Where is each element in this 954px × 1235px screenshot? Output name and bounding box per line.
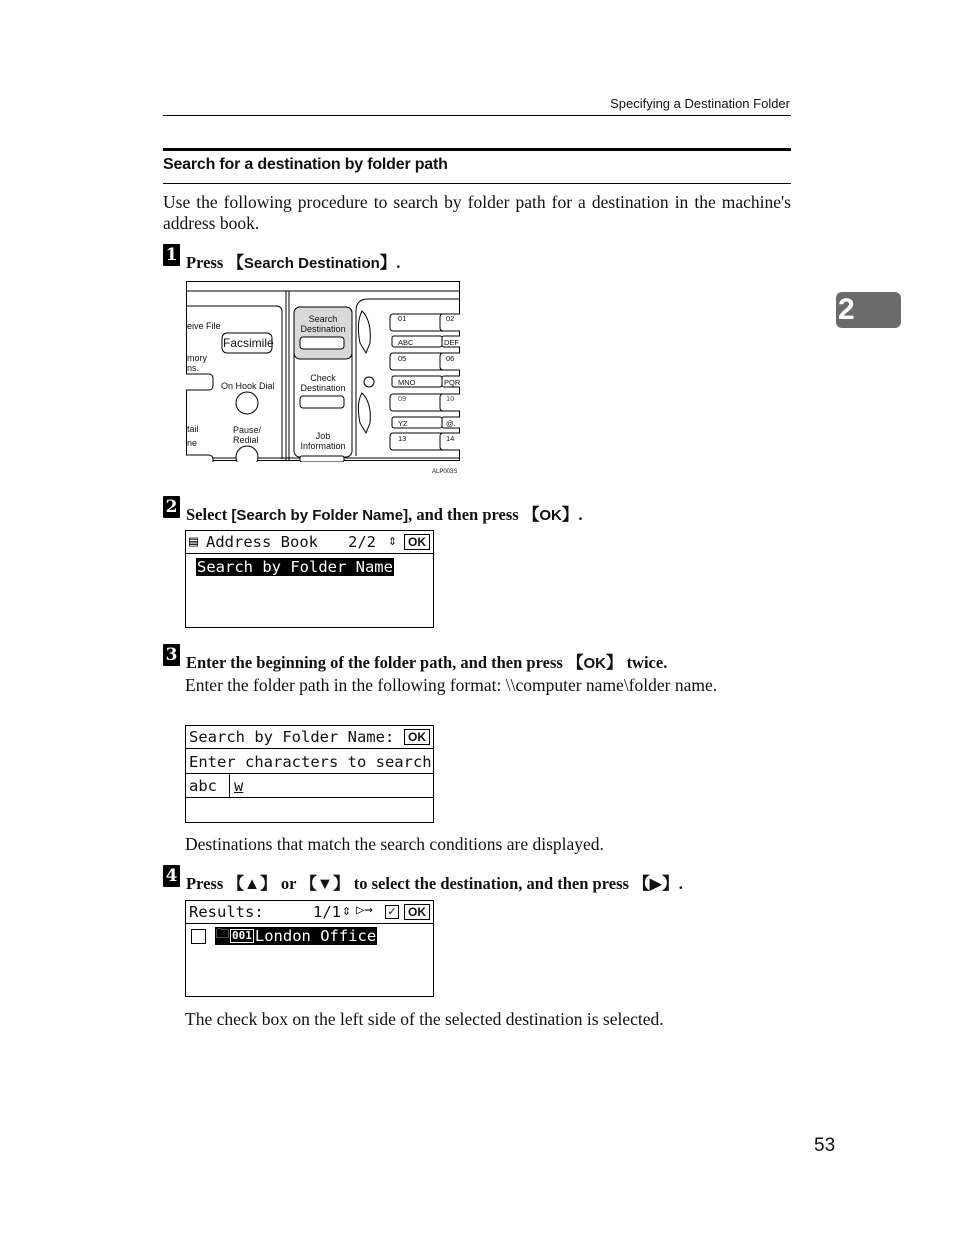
- on-hook-dial-key-shape: [236, 392, 258, 414]
- step-4-result-text: The check box on the left side of the selected destination is selected.: [185, 1009, 664, 1029]
- lcd-page-indicator: 2/2: [348, 533, 376, 551]
- destination-name: London Office: [254, 927, 377, 945]
- lcd-search-by-folder-name: [185, 725, 434, 823]
- onetouch-key-10: 10: [446, 394, 455, 403]
- bracket-open: 【: [227, 253, 244, 272]
- bracket-close: 】: [379, 253, 397, 272]
- step-3-text: Enter the beginning of the folder path, and then press: [186, 653, 567, 672]
- onetouch-key-abc: ABC: [398, 338, 414, 347]
- lcd-ok-button[interactable]: OK: [404, 904, 430, 920]
- onetouch-key-05: 05: [398, 354, 407, 363]
- section-rule-bottom: [163, 183, 791, 184]
- search-destination-label-1: Search: [308, 314, 338, 324]
- step-2-instruction: [186, 501, 582, 525]
- onetouch-key-mno: MNO: [398, 378, 416, 387]
- search-destination-key-shape: [300, 337, 344, 349]
- control-panel-illustration: [186, 281, 460, 462]
- onetouch-key-02: 02: [446, 314, 455, 323]
- step-1-instruction: [186, 249, 400, 273]
- step-2-period: .: [578, 505, 583, 524]
- step-1-period: .: [396, 253, 401, 272]
- onetouch-key-09: 09: [398, 394, 407, 403]
- key-up: 【▲】: [227, 874, 277, 893]
- on-hook-dial-label: On Hook Dial: [221, 381, 275, 391]
- job-information-label-2: Information: [300, 441, 346, 451]
- step-3-instruction: [186, 649, 667, 673]
- check-destination-label-1: Check: [310, 373, 336, 383]
- lcd-title: Search by Folder Name:: [189, 728, 395, 746]
- step-3-text-after: twice.: [622, 653, 668, 672]
- lcd-ok-button[interactable]: OK: [404, 729, 430, 745]
- folder-icon: 🗀: [216, 927, 230, 942]
- right-select-icon: ▷→: [356, 902, 373, 918]
- step-4-text: Press: [186, 874, 228, 893]
- chapter-number: 2: [838, 293, 855, 326]
- receive-file-label: eive File: [187, 321, 221, 331]
- bracket-close: 】: [605, 653, 623, 672]
- scroll-updown-icon[interactable]: ⇕: [342, 901, 352, 919]
- registration-number: 001: [232, 929, 252, 942]
- job-information-label-1: Job: [315, 431, 331, 441]
- section-rule-top: [163, 148, 791, 151]
- bracket-close: 】: [561, 505, 579, 524]
- onetouch-key-14: 14: [446, 434, 455, 443]
- pause-label-2: Redial: [233, 435, 259, 445]
- destination-list-item[interactable]: [215, 927, 377, 945]
- intro-paragraph: Use the following procedure to search by folder path for a destination in the machine's address book.: [163, 192, 791, 233]
- onetouch-key-06: 06: [446, 354, 455, 363]
- onetouch-key-pqr: PQR: [444, 378, 461, 387]
- running-head: Specifying a Destination Folder: [610, 96, 790, 111]
- lcd-divider: [186, 773, 433, 774]
- lcd-results: [185, 900, 434, 997]
- figure-id: ALP003S: [432, 469, 458, 475]
- lcd-address-book: [185, 530, 434, 628]
- step-number-3: 3: [163, 644, 180, 666]
- lcd-divider: [186, 748, 433, 749]
- checked-box-icon: ✓: [385, 905, 399, 919]
- step-4-instruction: [186, 870, 683, 894]
- onetouch-key-def: DEF: [444, 338, 459, 347]
- lcd-prompt: Enter characters to search: [189, 753, 432, 771]
- search-input[interactable]: w: [234, 777, 244, 795]
- step-2-text: Select: [186, 505, 232, 524]
- key-down: 【▼】: [300, 874, 350, 893]
- detail-label: tail: [187, 424, 199, 434]
- input-mode-label[interactable]: abc: [189, 777, 217, 795]
- page-number: 53: [814, 1135, 836, 1156]
- header-rule: [163, 115, 791, 116]
- onetouch-key-01: 01: [398, 314, 407, 323]
- key-right: 【▶】: [633, 874, 679, 893]
- key-search-destination: Search Destination: [243, 255, 380, 272]
- check-destination-key-shape: [300, 396, 344, 408]
- step-4-text-middle: to select the destination, and then press: [349, 874, 634, 893]
- step-2-text-middle: , and then press: [408, 505, 523, 524]
- onetouch-key-yz: YZ: [398, 419, 408, 428]
- ns-label: ns.: [187, 363, 200, 373]
- onetouch-key-at: @.: [446, 419, 456, 428]
- memory-label: mory: [187, 353, 207, 363]
- step-3-note: Enter the folder path in the following format: \\computer name\folder name.: [185, 675, 718, 695]
- key-search-by-folder-name: [Search by Folder Name]: [231, 507, 409, 524]
- step-4-or: or: [276, 874, 301, 893]
- destination-checkbox[interactable]: [191, 929, 206, 944]
- bracket-open: 【: [566, 653, 584, 672]
- step-number-4: 4: [163, 865, 180, 887]
- lcd-divider: [186, 553, 433, 554]
- step-4-period: .: [678, 874, 683, 893]
- lcd-title: Address Book: [206, 533, 318, 551]
- scroll-updown-icon[interactable]: ⇕: [388, 531, 398, 549]
- key-ok: OK: [539, 507, 562, 524]
- search-destination-label-2: Destination: [300, 324, 346, 334]
- pause-label-1: Pause/: [233, 425, 262, 435]
- lcd-divider: [229, 773, 230, 797]
- onetouch-key-13: 13: [398, 434, 407, 443]
- lcd-ok-button[interactable]: OK: [404, 534, 430, 550]
- step-number-2: 2: [163, 496, 180, 518]
- step-number-1: 1: [163, 244, 180, 266]
- step-1-text: Press: [186, 253, 228, 272]
- lcd-divider: [186, 797, 433, 798]
- key-ok: OK: [583, 655, 606, 672]
- address-book-icon: ▤: [189, 532, 199, 550]
- menu-item-search-by-folder-name[interactable]: Search by Folder Name: [197, 558, 393, 576]
- lcd-title: Results:: [189, 903, 264, 921]
- ne-label: ne: [187, 438, 198, 448]
- lcd-divider: [186, 923, 433, 924]
- bracket-open: 【: [522, 505, 540, 524]
- check-destination-label-2: Destination: [300, 383, 346, 393]
- lcd-page-indicator: 1/1: [313, 903, 341, 921]
- facsimile-key[interactable]: Facsimile: [223, 336, 274, 350]
- step-3-result-text: Destinations that match the search conditions are displayed.: [185, 834, 604, 854]
- section-title: Search for a destination by folder path: [163, 156, 448, 173]
